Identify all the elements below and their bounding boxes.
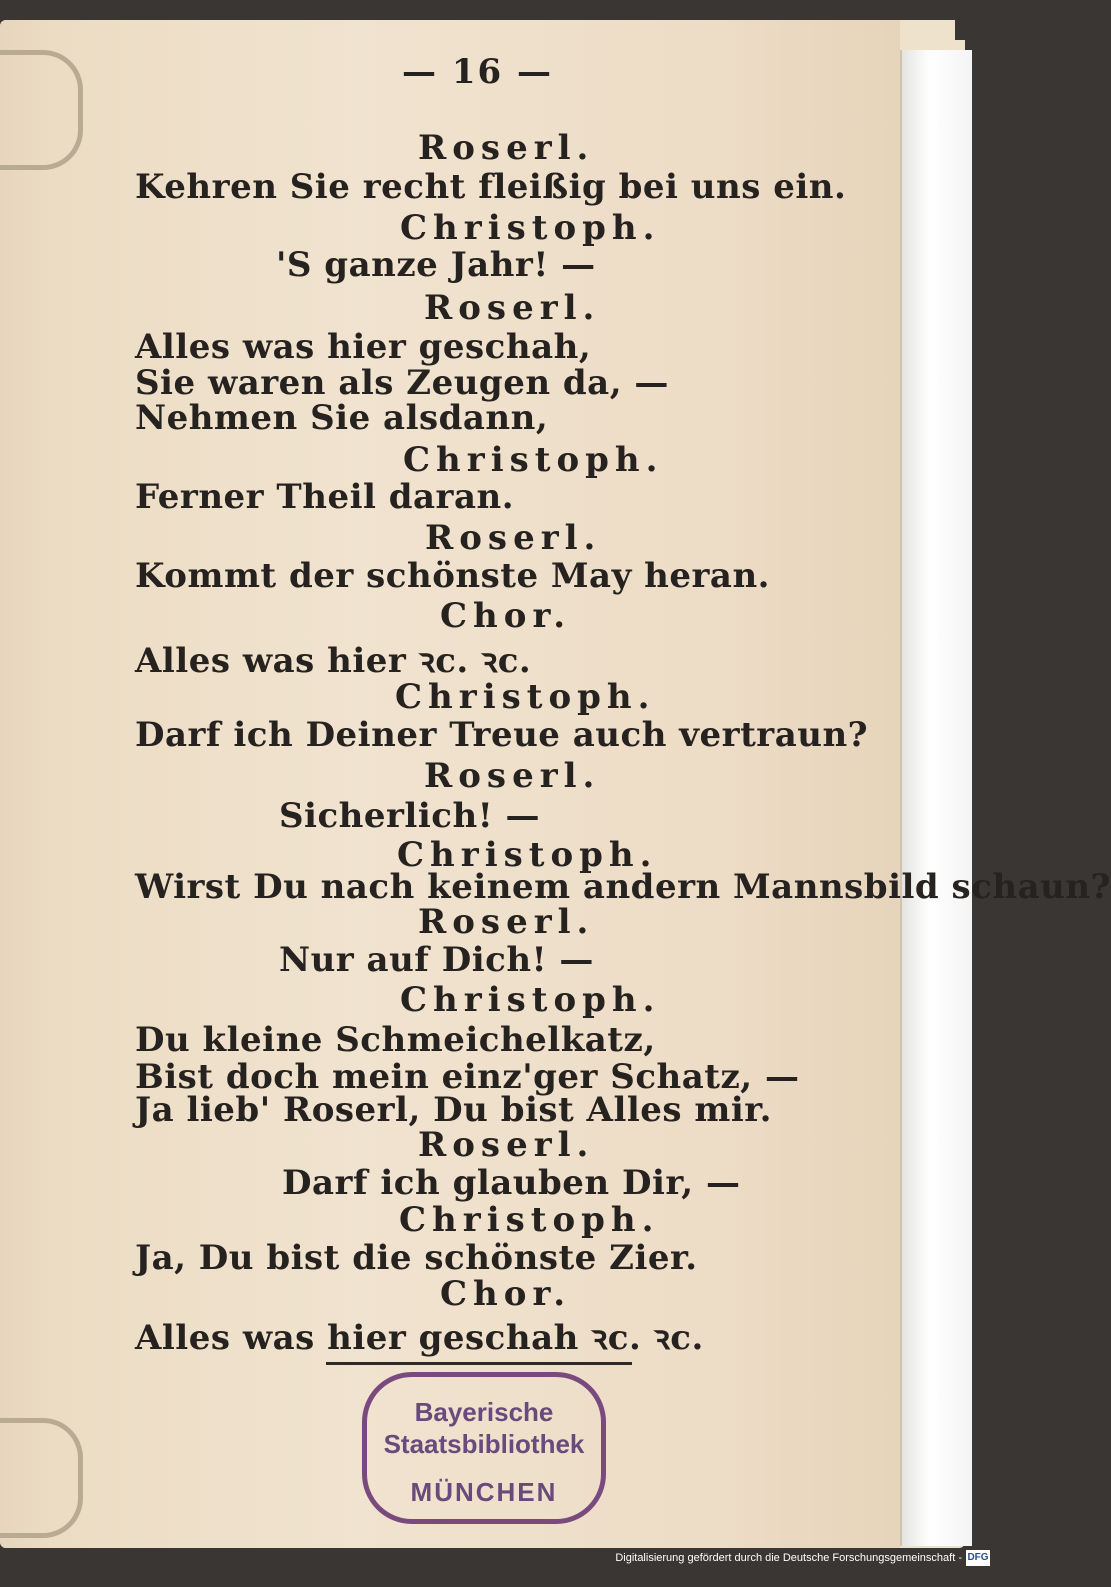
speaker-label: Christoph. (399, 1200, 660, 1240)
dfg-logo: DFG (966, 1550, 990, 1566)
verse-line: Darf ich Deiner Treue auch vertraun? (135, 715, 869, 755)
stamp-line-1: Bayerische (414, 1397, 554, 1427)
verse-line: Ferner Theil daran. (135, 477, 515, 517)
verse-line: Kehren Sie recht fleißig bei uns ein. (135, 167, 847, 207)
speaker-label: Christoph. (403, 440, 664, 480)
verse-line: Nur auf Dich! — (279, 940, 594, 980)
speaker-label: Chor. (440, 1274, 572, 1314)
speaker-label: Chor. (440, 596, 572, 636)
library-stamp (362, 1372, 606, 1524)
background-corner (955, 0, 1000, 40)
verse-line: Sicherlich! — (279, 796, 540, 836)
speaker-label: Roserl. (418, 128, 595, 168)
verse-line: Nehmen Sie alsdann, (135, 398, 549, 438)
verse-line: Alles was hier geschah, (135, 327, 592, 367)
verse-line: Kommt der schönste May heran. (135, 556, 771, 596)
speaker-label: Christoph. (397, 835, 658, 875)
stamp-line-2: Staatsbibliothek (383, 1429, 585, 1459)
verse-line: Du kleine Schmeichelkatz, (135, 1020, 656, 1060)
speaker-label: Roserl. (425, 518, 602, 558)
verse-line: Wirst Du nach keinem andern Mannsbild schaun? (135, 867, 1111, 907)
verse-line: Sie waren als Zeugen da, — (135, 363, 669, 403)
speaker-label: Roserl. (418, 1125, 595, 1165)
verse-line: 'S ganze Jahr! — (276, 245, 596, 285)
stamp-line-3: MÜNCHEN (410, 1477, 558, 1507)
closing-rule (326, 1362, 632, 1365)
speaker-label: Roserl. (424, 288, 601, 328)
speaker-label: Christoph. (400, 980, 661, 1020)
verse-line: Bist doch mein einz'ger Schatz, — (135, 1057, 800, 1097)
verse-line: Alles was hier geschah ꝛc. ꝛc. (135, 1318, 704, 1358)
verse-line: Darf ich glauben Dir, — (282, 1163, 741, 1203)
speaker-label: Roserl. (424, 756, 601, 796)
page-number: — 16 — (402, 52, 553, 92)
binding-clip-bottom (0, 1418, 83, 1538)
page-fore-edge (900, 50, 972, 1546)
verse-line: Ja lieb' Roserl, Du bist Alles mir. (135, 1090, 772, 1130)
speaker-label: Christoph. (395, 677, 656, 717)
verse-line: Ja, Du bist die schönste Zier. (135, 1238, 698, 1278)
speaker-label: Christoph. (400, 208, 661, 248)
speaker-label: Roserl. (418, 902, 595, 942)
digitization-credit: Digitalisierung gefördert durch die Deutsche Forschungsgemeinschaft - (615, 1552, 962, 1564)
binding-clip-top (0, 50, 83, 170)
verse-line: Alles was hier ꝛc. ꝛc. (135, 641, 532, 681)
